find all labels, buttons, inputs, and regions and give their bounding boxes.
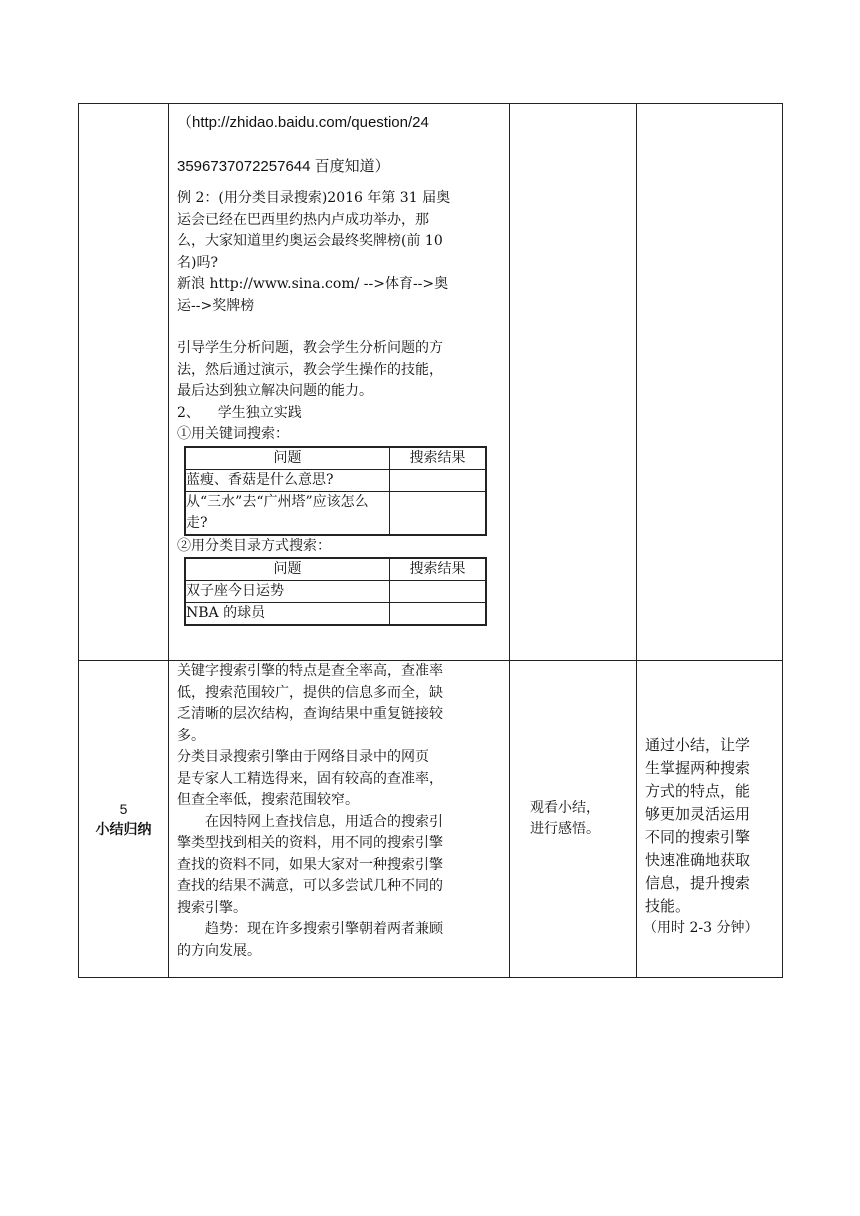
text-line: 技能。 bbox=[645, 896, 691, 915]
source-url-line1: （http://zhidao.baidu.com/question/24 bbox=[177, 114, 429, 131]
question-cell: 蓝瘦、香菇是什么意思? bbox=[185, 469, 390, 491]
column-header-question: 问题 bbox=[185, 447, 390, 470]
result-cell bbox=[390, 603, 487, 626]
summary-paragraph-category bbox=[169, 747, 509, 812]
stage-cell bbox=[79, 661, 169, 978]
text-line: 搜索引擎。 bbox=[177, 899, 247, 916]
category-search-table bbox=[184, 557, 487, 626]
text-line: 运-->奖牌榜 bbox=[177, 297, 255, 314]
column-header-question: 问题 bbox=[185, 558, 390, 581]
text-line: 但查全率低，搜索范围较窄。 bbox=[177, 792, 359, 808]
text-line: 的方向发展。 bbox=[177, 942, 261, 959]
question-cell: 双子座今日运势 bbox=[185, 581, 390, 603]
student-activity-cell bbox=[510, 661, 637, 978]
source-url-line2: 3596737072257644 百度知道） bbox=[177, 158, 390, 175]
practice-heading: 2、 学生独立实践 bbox=[177, 404, 302, 421]
example-2-paragraph bbox=[169, 188, 509, 274]
design-intent-cell bbox=[637, 661, 783, 978]
table-row bbox=[185, 491, 486, 535]
text-line: 最后达到独立解决问题的能力。 bbox=[177, 383, 373, 399]
text-line: 通过小结，让学 bbox=[645, 735, 751, 754]
text-line: 关键字搜索引擎的特点是查全率高，查准率 bbox=[177, 663, 443, 679]
text-line: 多。 bbox=[177, 727, 205, 744]
stage-name: 小结归纳 bbox=[95, 821, 152, 837]
text-line: 快速准确地获取 bbox=[645, 850, 751, 869]
result-cell bbox=[390, 491, 487, 535]
column-header-result: 搜索结果 bbox=[390, 447, 487, 470]
time-note: （用时 2-3 分钟） bbox=[643, 919, 759, 936]
lesson-plan-table bbox=[78, 103, 783, 978]
sina-path-paragraph bbox=[169, 274, 509, 317]
text-line: 生掌握两种搜索 bbox=[645, 758, 751, 777]
summary-paragraph-trend bbox=[169, 919, 509, 962]
text-line: 方式的特点，能 bbox=[645, 781, 751, 800]
text-line: 运会已经在巴西里约热内卢成功举办，那 bbox=[177, 211, 429, 228]
design-intent-cell-empty bbox=[637, 104, 783, 661]
result-cell bbox=[390, 469, 487, 491]
table-header-row bbox=[185, 558, 486, 581]
text-line: 名)吗? bbox=[177, 254, 218, 271]
summary-content-cell bbox=[169, 661, 510, 978]
column-header-result: 搜索结果 bbox=[390, 558, 487, 581]
question-cell: 从“三水”去“广州塔”应该怎么走? bbox=[185, 491, 390, 535]
stage-cell-empty bbox=[79, 104, 169, 661]
keyword-search-table bbox=[184, 446, 487, 536]
text-line: 么，大家知道里约奥运会最终奖牌榜(前 10 bbox=[177, 233, 443, 249]
text-line: 在因特网上查找信息，用适合的搜索引 bbox=[205, 813, 443, 830]
text-line: 低，搜索范围较广，提供的信息多而全，缺 bbox=[177, 684, 443, 701]
table-row bbox=[185, 603, 486, 626]
teaching-process-row bbox=[79, 104, 783, 661]
text-line: 引导学生分析问题，教会学生分析问题的方 bbox=[177, 340, 443, 356]
text-line: 观看小结， bbox=[530, 799, 600, 816]
text-line: 进行感悟。 bbox=[530, 821, 600, 837]
guide-paragraph bbox=[169, 338, 509, 403]
stage-number: 5 bbox=[119, 801, 128, 817]
text-line: 查找的结果不满意，可以多尝试几种不同的 bbox=[177, 878, 443, 894]
text-line: 不同的搜索引擎 bbox=[645, 827, 751, 846]
text-line: 法，然后通过演示，教会学生操作的技能， bbox=[177, 361, 443, 378]
text-line: 够更加灵活运用 bbox=[645, 804, 751, 823]
text-line: 趋势：现在许多搜索引擎朝着两者兼顾 bbox=[205, 921, 443, 937]
keyword-search-label: ①用关键词搜索： bbox=[177, 426, 289, 442]
summary-paragraph-keyword bbox=[169, 661, 509, 747]
summary-row bbox=[79, 661, 783, 978]
category-search-label: ②用分类目录方式搜索： bbox=[177, 537, 331, 554]
table-row bbox=[185, 469, 486, 491]
result-cell bbox=[390, 581, 487, 603]
design-intent-text bbox=[637, 700, 782, 939]
text-line: 例 2：(用分类目录搜索)2016 年第 31 届奥 bbox=[177, 190, 451, 206]
table-row bbox=[185, 581, 486, 603]
text-line: 擎类型找到相关的资料，用不同的搜索引擎 bbox=[177, 835, 443, 851]
teaching-content-cell bbox=[169, 104, 510, 661]
summary-paragraph-usage bbox=[169, 812, 509, 920]
text-line: 新浪 http://www.sina.com/ -->体育-->奥 bbox=[177, 276, 449, 292]
text-line: 分类目录搜索引擎由于网络目录中的网页 bbox=[177, 749, 429, 765]
table-header-row bbox=[185, 447, 486, 470]
question-cell: NBA 的球员 bbox=[185, 603, 390, 626]
text-line: 查找的资料不同，如果大家对一种搜索引擎 bbox=[177, 856, 443, 873]
text-line: 乏清晰的层次结构，查询结果中重复链接较 bbox=[177, 706, 443, 722]
text-line: 信息，提升搜索 bbox=[645, 873, 751, 892]
text-line: 是专家人工精选得来，固有较高的查准率， bbox=[177, 770, 443, 787]
student-activity-cell-empty bbox=[510, 104, 637, 661]
